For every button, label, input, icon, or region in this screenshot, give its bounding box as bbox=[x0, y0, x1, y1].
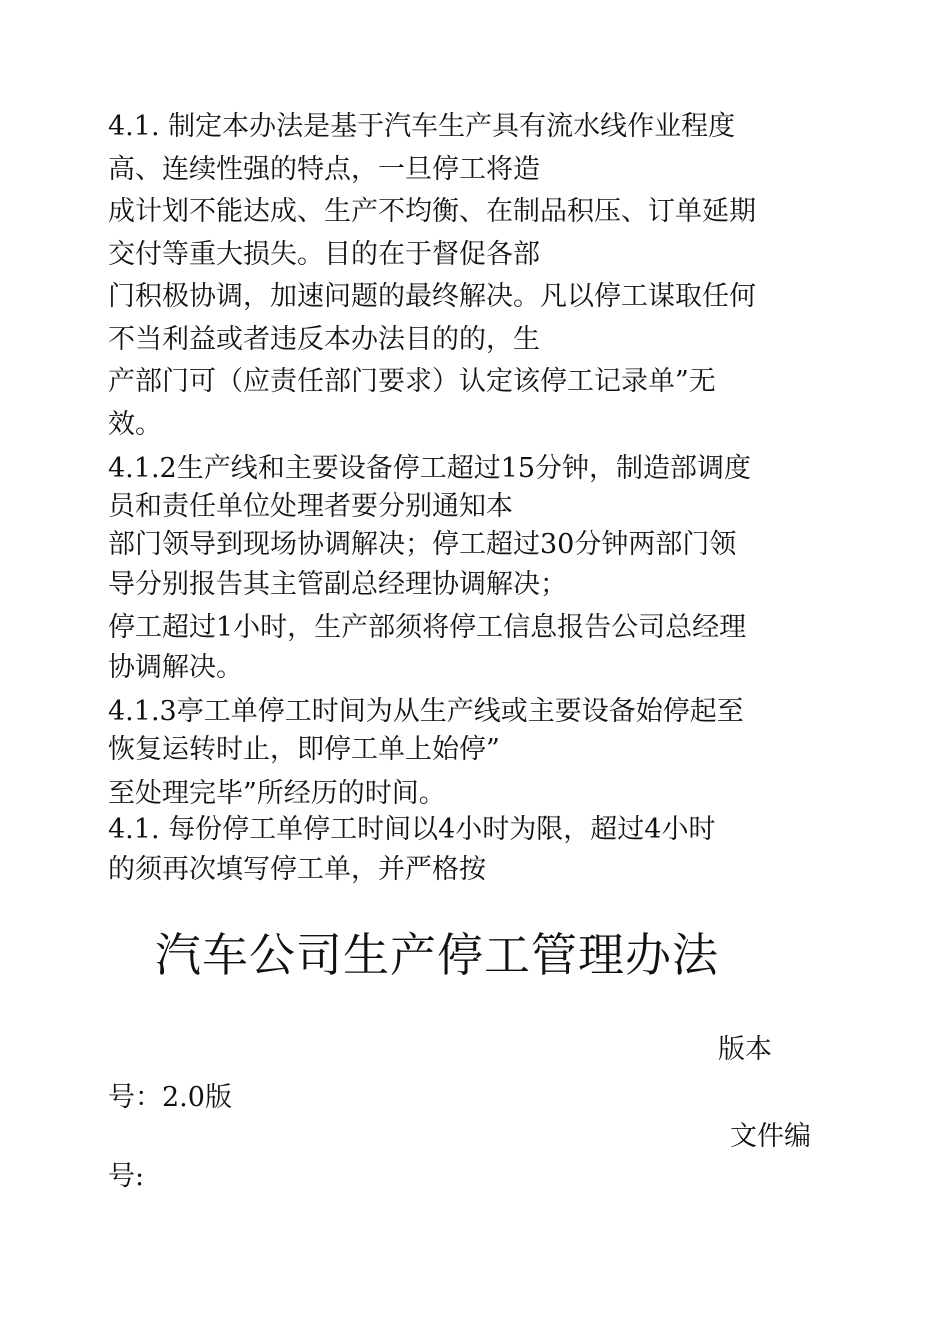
file-number-label-part1: 文件编 bbox=[730, 1121, 811, 1152]
version-label-part1: 版本 bbox=[718, 1034, 772, 1065]
text-line: 至处理完毕”所经历的时间。 bbox=[108, 778, 446, 809]
file-number-label-part2: 号: bbox=[108, 1161, 145, 1192]
text-line: 高、连续性强的特点，一旦停工将造 bbox=[108, 154, 540, 185]
text-line: 协调解决。 bbox=[108, 652, 243, 683]
text-line: 部门领导到现场协调解决；停工超过30分钟两部门领 bbox=[108, 529, 737, 560]
text-line: 4.1.2生产线和主要设备停工超过15分钟，制造部调度 bbox=[108, 453, 752, 484]
text-line: 停工超过1小时，生产部须将停工信息报告公司总经理 bbox=[108, 612, 747, 643]
text-line: 员和责任单位处理者要分别通知本 bbox=[108, 491, 513, 522]
text-line: 效。 bbox=[108, 409, 162, 440]
text-line: 产部门可（应责任部门要求）认定该停工记录单”无 bbox=[108, 366, 716, 397]
text-line: 不当利益或者违反本办法目的的，生 bbox=[108, 324, 540, 355]
text-line: 门积极协调，加速问题的最终解决。凡以停工谋取任何 bbox=[108, 281, 756, 312]
text-line: 4.1. 制定本办法是基于汽车生产具有流水线作业程度 bbox=[108, 111, 736, 142]
text-line: 的须再次填写停工单，并严格按 bbox=[108, 854, 486, 885]
text-line: 4.1.3亭工单停工时间为从生产线或主要设备始停起至 bbox=[108, 696, 744, 727]
version-label-part2: 号：2.0版 bbox=[108, 1082, 232, 1113]
text-line: 交付等重大损失。目的在于督促各部 bbox=[108, 239, 540, 270]
document-title: 汽车公司生产停工管理办法 bbox=[155, 928, 719, 982]
text-line: 恢复运转时止，即停工单上始停” bbox=[108, 734, 500, 765]
text-line: 成计划不能达成、生产不均衡、在制品积压、订单延期 bbox=[108, 196, 756, 227]
text-line: 4.1. 每份停工单停工时间以4小时为限，超过4小时 bbox=[108, 814, 716, 845]
text-line: 导分别报告其主管副总经理协调解决； bbox=[108, 569, 567, 600]
